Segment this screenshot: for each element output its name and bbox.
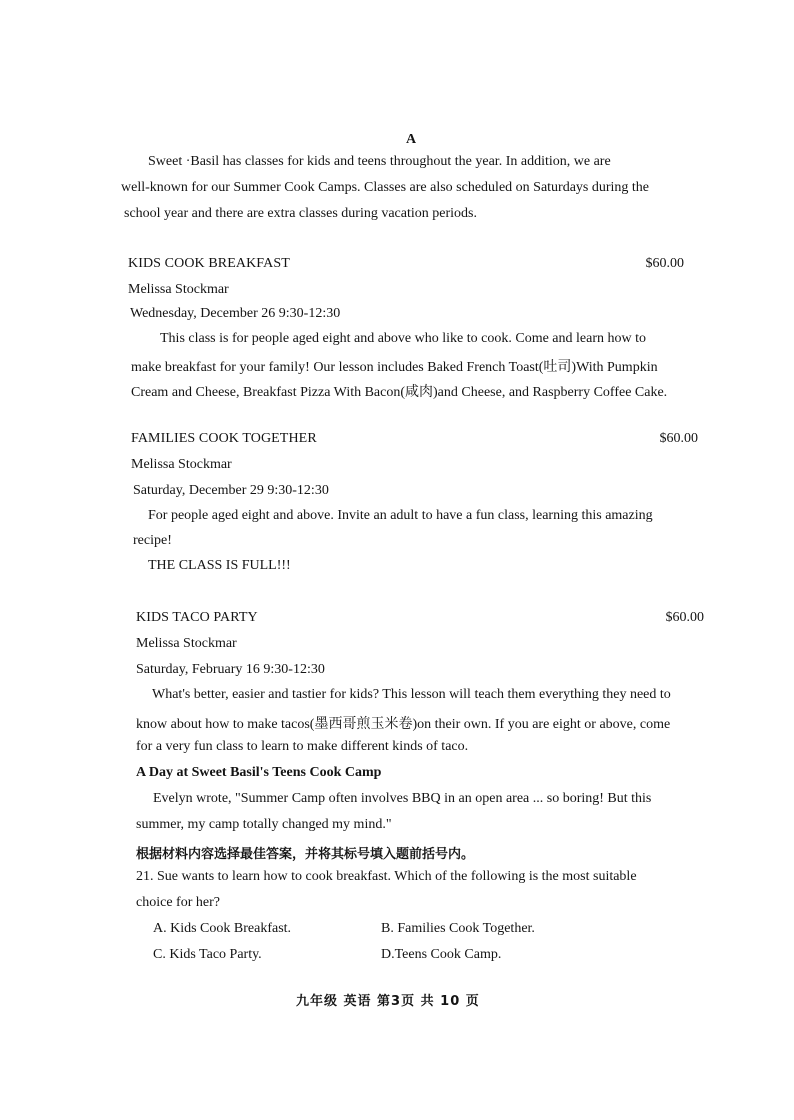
- class-teacher: Melissa Stockmar: [136, 636, 237, 651]
- option-a: A. Kids Cook Breakfast.: [153, 921, 292, 936]
- class-price: $60.00: [665, 610, 704, 625]
- option-d: D.Teens Cook Camp.: [381, 947, 502, 962]
- teens-camp-title: A Day at Sweet Basil's Teens Cook Camp: [136, 765, 382, 780]
- class-description-line-1: What's better, easier and tastier for kids? This lesson will teach them everything they need to: [152, 687, 671, 702]
- class-teacher: Melissa Stockmar: [131, 457, 232, 472]
- question-stem-line-2: choice for her?: [136, 895, 220, 910]
- class-price: $60.00: [659, 431, 698, 446]
- teens-camp-text-line-1: Evelyn wrote, "Summer Camp often involves BBQ in an open area ... so boring! But this: [153, 791, 652, 806]
- class-full-notice: THE CLASS IS FULL!!!: [148, 558, 291, 573]
- class-time: Wednesday, December 26 9:30-12:30: [130, 306, 341, 321]
- class-description-line-3: Cream and Cheese, Breakfast Pizza With Bacon(咸肉)and Cheese, and Raspberry Coffee Cake.: [131, 385, 668, 400]
- class-time: Saturday, December 29 9:30-12:30: [133, 483, 329, 498]
- class-description-line-2: know about how to make tacos(墨西哥煎玉米卷)on their own. If you are eight or above, come: [136, 717, 671, 732]
- class-description-line-2: recipe!: [133, 533, 172, 548]
- class-title-kids-taco-party: KIDS TACO PARTY: [136, 610, 258, 625]
- intro-line-1: Sweet ·Basil has classes for kids and teens throughout the year. In addition, we are: [148, 154, 611, 169]
- question-stem-line-1: 21. Sue wants to learn how to cook breakfast. Which of the following is the most suitable: [136, 869, 637, 884]
- section-letter: A: [406, 132, 417, 147]
- option-b: B. Families Cook Together.: [381, 921, 535, 936]
- class-teacher: Melissa Stockmar: [128, 282, 229, 297]
- intro-line-2: well-known for our Summer Cook Camps. Classes are also scheduled on Saturdays during the: [121, 180, 650, 195]
- page-footer: 九年级 英语 第3页 共 10 页: [296, 994, 480, 1009]
- class-title-kids-cook-breakfast: KIDS COOK BREAKFAST: [128, 256, 290, 271]
- intro-line-3: school year and there are extra classes during vacation periods.: [124, 206, 477, 221]
- class-description-line-1: For people aged eight and above. Invite an adult to have a fun class, learning this amazing: [148, 508, 653, 523]
- class-description-line-2: make breakfast for your family! Our lesson includes Baked French Toast(吐司)With Pumpkin: [131, 360, 658, 375]
- class-description-line-1: This class is for people aged eight and above who like to cook. Come and learn how to: [160, 331, 646, 346]
- class-title-families-cook-together: FAMILIES COOK TOGETHER: [131, 431, 317, 446]
- instruction: 根据材料内容选择最佳答案，并将其标号填入题前括号内。: [136, 847, 475, 862]
- option-c: C. Kids Taco Party.: [153, 947, 262, 962]
- class-description-line-3: for a very fun class to learn to make different kinds of taco.: [136, 739, 469, 754]
- class-price: $60.00: [645, 256, 684, 271]
- teens-camp-text-line-2: summer, my camp totally changed my mind.": [136, 817, 392, 832]
- class-time: Saturday, February 16 9:30-12:30: [136, 662, 325, 677]
